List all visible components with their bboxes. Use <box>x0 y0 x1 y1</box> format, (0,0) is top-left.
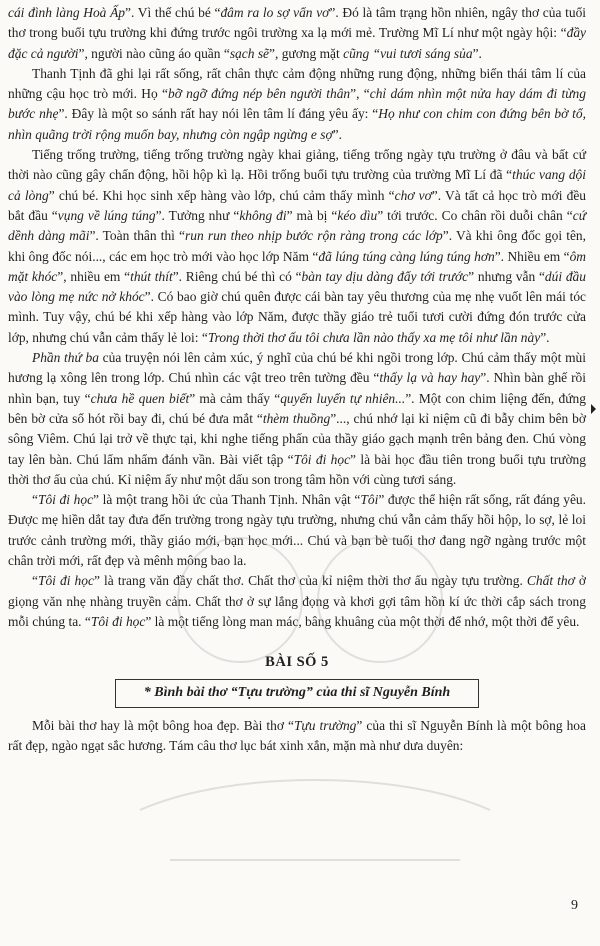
text-run: ”. Và khi ông đốc gọi tên, khi ông đốc nói..., các em học trò mới vào học lớp Năm “ <box>8 228 586 264</box>
italic-run: đã lúng túng càng lúng túng hơn <box>318 248 495 264</box>
text-run: “ <box>32 573 38 589</box>
body-paragraph <box>8 64 586 145</box>
text-run: ” là trang văn đầy chất thơ. Chất thơ của kỉ niệm thời thơ ấu ngày tựu trường. <box>93 573 527 589</box>
italic-run: cũng “vui tươi sáng sủa <box>343 45 473 61</box>
margin-arrow-icon <box>591 404 596 414</box>
italic-run: quyến luyến tự nhiên... <box>280 390 406 406</box>
italic-run: cứ dềnh dàng mãi <box>8 207 587 244</box>
text-run: ” tới trước. Co chân rồi duỗi chân “ <box>377 207 573 223</box>
body-paragraph <box>8 145 586 348</box>
italic-run: dúi đầu vào lòng mẹ nức nở khóc <box>8 268 586 305</box>
italic-run: chưa hề quen biết <box>90 390 190 406</box>
italic-run: thèm thuồng <box>262 410 331 426</box>
text-run: ”. Có bao giờ chú quên được cái bàn tay yêu thương của mẹ nhẹ vuốt lên mái tóc mình. Tuy vậy, chú bé khi xếp hàng vào lớp Năm, được thầy giáo trẻ tuổi tươi cười đứng đón trước cửa lớp, nhưng chú vẫn cảm thấy lẻ loi: “ <box>8 289 587 345</box>
text-run: ”, “ <box>350 86 370 102</box>
text-run: Mỗi bài thơ hay là một bông hoa đẹp. Bài thơ “ <box>32 717 294 733</box>
text-run: ”. <box>540 329 550 345</box>
text-run: ”. <box>472 45 482 61</box>
italic-run: đầy đặc cả người <box>8 25 586 61</box>
text-run: ở giọng văn nhẹ nhàng truyền cảm. Chất thơ ở sự lắng đọng và khơi gợi tâm hồn kí ức thời cắp sách trong mỗi chúng ta. “ <box>8 573 587 629</box>
text-run: ”. Đây là một so sánh rất hay nói lên tâm lí đáng yêu ấy: “ <box>58 106 379 122</box>
italic-run: run run theo nhịp bước rộn ràng trong các lớp <box>185 228 443 244</box>
page-number: 9 <box>571 898 578 913</box>
text-run: ”, người nào cũng áo quần “ <box>78 45 230 61</box>
text-run: ” chú bé. Khi học sinh xếp hàng vào lớp, chú cảm thấy mình “ <box>48 187 395 203</box>
text-run: ”. Tưởng như “ <box>155 207 240 223</box>
italic-run: Trong thời thơ ấu tôi chưa lần nào thấy xa mẹ tôi như lần này <box>207 329 541 345</box>
italic-run: Chất thơ <box>526 573 575 589</box>
italic-run: sạch sẽ <box>229 45 270 61</box>
italic-run: cái đình làng Hoà Ấp <box>8 5 126 20</box>
italic-run: thúc vang dội cả lòng <box>8 167 586 203</box>
text-run: ” nhưng vẫn “ <box>468 268 545 284</box>
final-paragraph-container <box>8 716 586 757</box>
text-run: ” mà cảm thấy “ <box>189 390 281 406</box>
body-paragraph <box>8 348 586 490</box>
text-run: ”. Đó là tâm trạng hồn nhiên, ngây thơ của tuổi thơ trong buổi tựu trường khi đứng trước ngôi trường xa lạ mới mẻ. Trường Mĩ Lí như một ngày hội: “ <box>8 5 587 41</box>
italic-run: chỉ dám nhìn một nửa hay dám đi từng bước nhẹ <box>8 86 586 122</box>
italic-run: Tôi đi học <box>293 451 351 467</box>
text-run: ”. Nhìn bàn ghế rồi nhìn bạn, tuy “ <box>8 370 587 406</box>
text-run: Thanh Tịnh đã ghi lại rất sống, rất chân thực cảm động những rung động, những biến thái tâm lí của những cậu học trò mới. Họ “ <box>8 65 586 102</box>
text-run: ”. Riêng chú bé thì có “ <box>172 268 302 284</box>
lesson-heading <box>8 652 586 708</box>
italic-run: vụng về lúng túng <box>57 207 156 223</box>
text-run: ”. Và tất cả học trò mới đều bắt đầu “ <box>8 187 586 223</box>
italic-run: không đi <box>239 207 287 223</box>
text-run: ” được thể hiện rất sống, rất đáng yêu. Được mẹ hiền dắt tay đưa đến trường trong ngày tựu trường, nhưng chú vẫn cảm thấy hồi hộp, lo sợ, lẻ loi trước cảnh trường mới, thầy giáo mới, bạn học mới... Chú và bạn bè tuổi thơ đang ngỡ ngàng trước một chân trời mới, rất đẹp và mênh mông bao la. <box>8 492 587 569</box>
italic-run: Tôi đi học <box>90 613 146 629</box>
text-run: ”..., chú nhớ lại kỉ niệm cũ đi bẫy chim bên bờ sông Viêm. Chú lại trở về thực tại, khi nghe tiếng phấn của thầy giáo gạch mạnh trên bảng đen. Chú vòng tay lên bàn. Chú lẩm nhẩm đánh vần. Bài viết tập “ <box>8 410 587 467</box>
text-run: ”. Toàn thân thì “ <box>89 228 186 244</box>
text-run: Tiếng trống trường, tiếng trống trường ngày khai giảng, tiếng trống ngày tựu trường ở đâu và bất cứ thời nào cũng gây chấn động, hồi hộp kì lạ. Hồi trống buổi tựu trường của trường Mĩ Lí đã “ <box>8 147 586 183</box>
italic-run: Họ như con chim con đứng bên bờ tổ, nhìn quãng trời rộng muốn bay, nhưng còn ngập ngừng e sợ <box>8 106 586 142</box>
text-run: ”. <box>332 126 342 142</box>
italic-run: Tựu trường <box>293 717 357 733</box>
text-run: ” là một trang hồi ức của Thanh Tịnh. Nhân vật “ <box>93 492 361 508</box>
italic-run: thấy lạ và hay hay <box>379 370 481 386</box>
italic-run: kéo dìu <box>337 207 378 223</box>
italic-run: Tôi đi học <box>37 573 94 589</box>
essay-body <box>8 3 586 632</box>
text-run: ” mà bị “ <box>286 207 338 223</box>
italic-run: đâm ra lo sợ vẩn vơ <box>220 5 330 20</box>
text-run: ”. Một con chim liệng đến, đứng bên bờ cửa sổ hót rồi bay đi, chú bé đưa mắt “ <box>8 390 586 426</box>
italic-run: bàn tay dịu dàng đẩy tới trước <box>301 268 469 284</box>
text-run: ” là một tiếng lòng man mác, bâng khuâng của một thời để nhớ, một thời để yêu. <box>145 613 580 629</box>
lesson-title: BÀI SỐ 5 <box>265 654 329 671</box>
text-run: ”, gương mặt <box>269 45 344 61</box>
text-run: ” của thi sĩ Nguyễn Bính là một bông hoa rất đẹp, ngào ngạt sắc hương. Tám câu thơ lục bát xinh xắn, mặn mà như dưa duyên: <box>8 717 586 754</box>
text-run: ” là bài học đầu tiên trong buổi tựu trường thời thơ ấu của chú. Kỉ niệm ấy như một dấu son trong tâm hồn với cùng tươi sáng. <box>8 451 586 487</box>
italic-run: bỡ ngỡ đứng nép bên người thân <box>167 86 351 102</box>
italic-run: Phần thứ ba <box>32 350 99 366</box>
text-run: của truyện nói lên cảm xúc, ý nghĩ của chú bé khi ngồi trong lớp. Chú cảm thấy một mùi hương lạ xông lên trong lớp. Chú nhìn các vật treo trên tường đều “ <box>8 350 586 386</box>
text-run: ”. Nhiều em “ <box>494 248 570 264</box>
italic-run: thút thít <box>130 268 173 284</box>
text-run: ”. Vì thế chú bé “ <box>125 5 221 20</box>
italic-run: chơ vơ <box>394 187 432 203</box>
body-paragraph <box>8 490 586 571</box>
italic-run: Tôi đi học <box>37 492 94 508</box>
italic-run: ôm mặt khóc <box>8 248 587 284</box>
lesson-subtitle-box: * Bình bài thơ “Tựu trường” của thi sĩ Nguyễn Bính <box>115 679 479 708</box>
text-run: “ <box>32 492 38 508</box>
text-run: ”, nhiều em “ <box>57 268 131 284</box>
page-content <box>8 3 586 756</box>
italic-run: Tôi <box>360 492 379 508</box>
body-paragraph <box>8 571 586 632</box>
final-paragraph <box>8 716 586 757</box>
body-paragraph <box>8 3 586 64</box>
